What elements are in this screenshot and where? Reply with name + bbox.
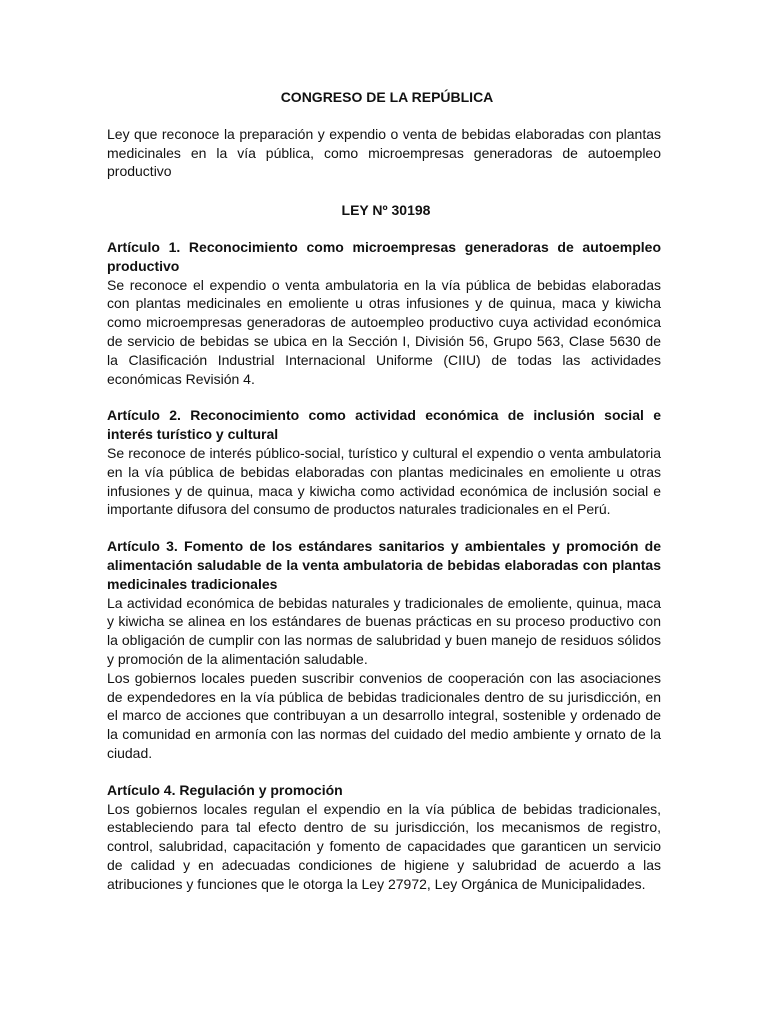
article-paragraph: Se reconoce de interés público-social, turístico y cultural el expendio o venta ambulatoria en la vía pública de bebidas elaboradas con plantas medicinales en emoliente u otras infusiones y de quinua, maca y kiwicha como actividad económica de inclusión social e importante difusora del consumo de productos naturales tradicionales en el Perú.: [107, 444, 661, 518]
article-heading: Artículo 2. Reconocimiento como actividad económica de inclusión social e interés turístico y cultural: [107, 407, 661, 443]
law-summary: Ley que reconoce la preparación y expendio o venta de bebidas elaboradas con plantas medicinales en la vía pública, como microempresas generadoras de autoempleo productivo: [107, 125, 661, 180]
article-paragraph: La actividad económica de bebidas naturales y tradicionales de emoliente, quinua, maca y kiwicha se alinea en los estándares de buenas prácticas en su proceso productivo con la obligación de cumplir con las normas de salubridad y buen manejo de residuos sólidos y promoción de la alimentación saludable.: [107, 594, 661, 667]
article-1: [107, 238, 661, 388]
article-3: [107, 537, 661, 763]
article-4: [107, 781, 661, 894]
article-paragraph: Se reconoce el expendio o venta ambulatoria en la vía pública de bebidas elaboradas con plantas medicinales en emoliente u otras infusiones y de quinua, maca y kiwicha como microempresas generadoras de autoempleo productivo cuya actividad económica de servicio de bebidas se ubica en la Sección I, División 56, Grupo 563, Clase 5630 de la Clasificación Industrial Internacional Uniforme (CIIU) de todas las actividades económicas Revisión 4.: [107, 276, 661, 387]
article-paragraph: Los gobiernos locales pueden suscribir convenios de cooperación con las asociaciones de expendedores en la vía pública de bebidas tradicionales dentro de su jurisdicción, en el marco de acciones que contribuyan a un desarrollo integral, sostenible y ordenado de la comunidad en armonía con las normas del cuidado del medio ambiente y ornato de la ciudad.: [107, 669, 661, 761]
article-heading: Artículo 1. Reconocimiento como microempresas generadoras de autoempleo productivo: [107, 238, 661, 274]
article-2: [107, 406, 661, 519]
article-heading: Artículo 4. Regulación y promoción: [107, 781, 343, 798]
document-page: [107, 88, 661, 893]
article-heading: Artículo 3. Fomento de los estándares sanitarios y ambientales y promoción de alimentación saludable de la venta ambulatoria de bebidas elaboradas con plantas medicinales tradicionales: [107, 538, 661, 592]
congress-header: CONGRESO DE LA REPÚBLICA: [280, 89, 494, 105]
article-paragraph: Los gobiernos locales regulan el expendio en la vía pública de bebidas tradicionales, estableciendo para tal efecto dentro de su jurisdicción, los mecanismos de registro, control, salubridad, capacitación y fomento de capacidades que garanticen un servicio de calidad y en adecuadas condiciones de higiene y salubridad de acuerdo a las atribuciones y funciones que le otorga la Ley 27972, Ley Orgánica de Municipalidades.: [107, 800, 661, 892]
law-number: LEY Nº 30198: [341, 202, 431, 219]
